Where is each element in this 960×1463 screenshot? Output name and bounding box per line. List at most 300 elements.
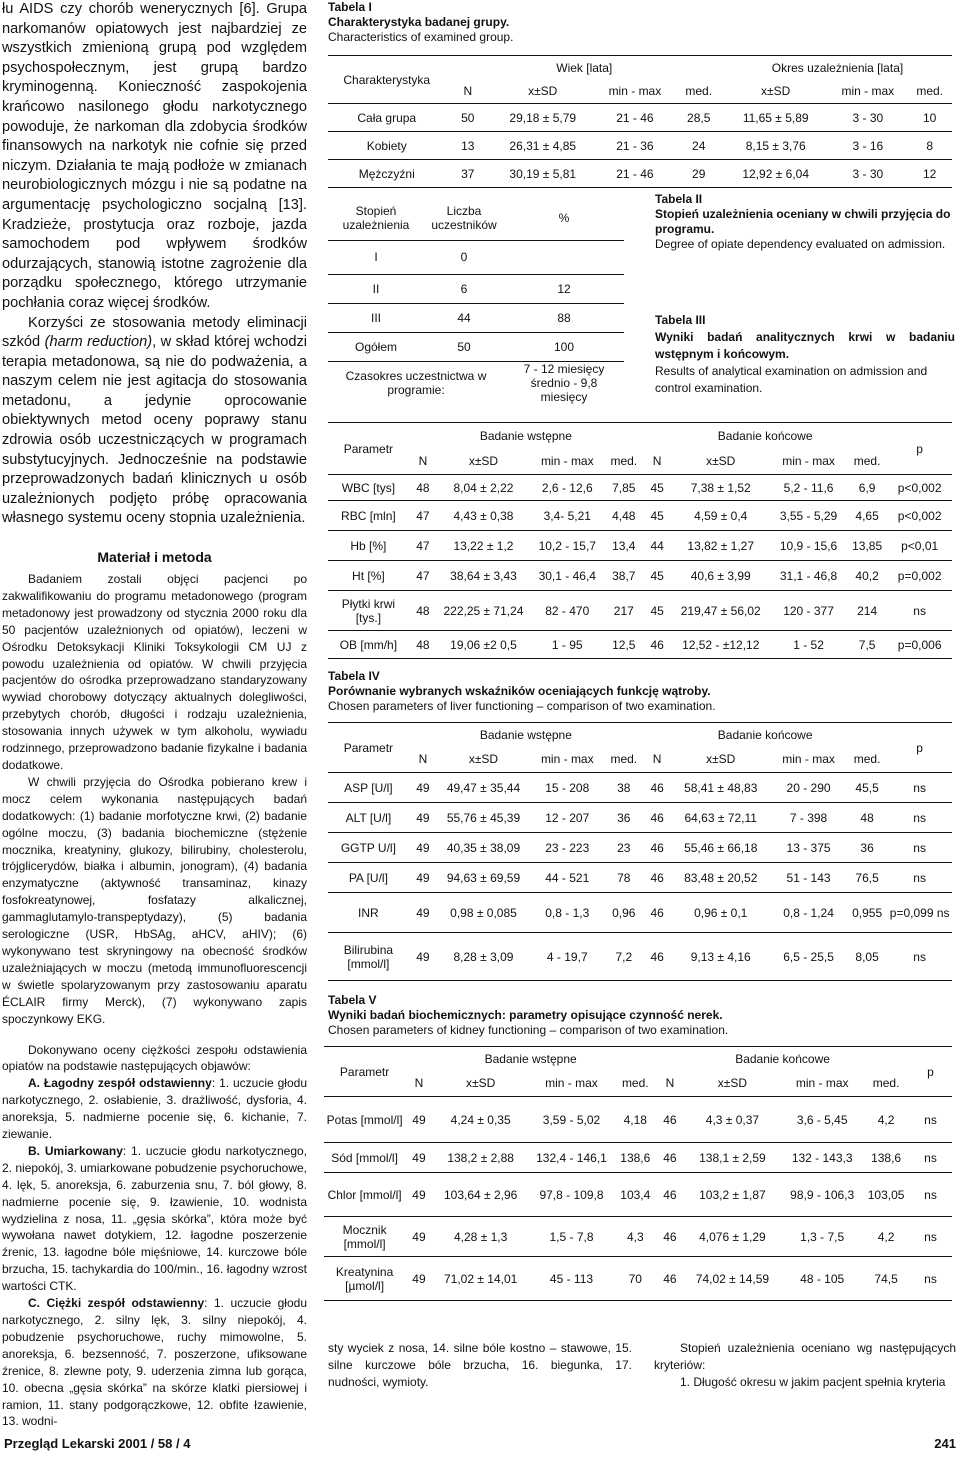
para2-italic: (harm reduction) <box>44 334 153 351</box>
table3-sub: med. <box>610 454 638 469</box>
table-row <box>328 561 952 591</box>
table-cell: 51 - 143 <box>786 870 831 885</box>
table-cell: 2,6 - 12,6 <box>541 480 593 495</box>
table4-h-param: Parametr <box>328 723 409 773</box>
table3-label: Tabela III <box>655 313 706 327</box>
table-cell: 46 <box>663 1112 677 1127</box>
table-cell: Hb [%] <box>350 538 387 553</box>
table-cell: 24 <box>692 138 706 153</box>
table-row <box>328 361 624 404</box>
table-cell: 4,2 <box>877 1112 895 1127</box>
table-cell: ns <box>924 1187 937 1202</box>
table-cell: 71,02 ± 14,01 <box>443 1271 518 1286</box>
table-cell: 40,35 ± 38,09 <box>446 840 521 855</box>
table-cell: 74,5 <box>874 1271 898 1286</box>
table3-sub: N <box>652 454 662 469</box>
table1-h-age: Wiek [lata] <box>446 56 724 80</box>
table-cell: 9,13 ± 4,16 <box>690 949 751 964</box>
table-cell: 13,4 <box>612 538 636 553</box>
table-cell: 49 <box>416 870 430 885</box>
table-cell: 7,5 <box>858 637 876 652</box>
table-cell: p=0,002 <box>897 568 942 583</box>
left-column <box>2 0 307 1430</box>
table-cell: p<0,01 <box>901 538 939 553</box>
table-cell: 4,59 ± 0,4 <box>694 508 748 523</box>
table-cell: I <box>374 250 378 264</box>
table-row <box>328 863 952 893</box>
table4-h-pre: Badanie wstępne <box>409 723 643 747</box>
table-cell: PA [U/l] <box>348 870 388 885</box>
table-cell: 0,96 <box>612 905 636 920</box>
table5-sub: N <box>665 1076 675 1091</box>
table-cell: 47 <box>416 508 430 523</box>
table1 <box>328 55 952 188</box>
table-row <box>328 104 952 132</box>
table-cell: 4,48 <box>612 508 636 523</box>
table5-sub: x±SD <box>717 1076 748 1091</box>
table5-caption <box>328 993 956 1038</box>
table-row <box>324 1217 952 1257</box>
table-cell: 13,85 <box>852 538 883 553</box>
table4-h-p: p <box>887 723 952 773</box>
table2-title-pl: Stopień uzależnienia oceniany w chwili przyjęcia do programu. <box>655 207 951 236</box>
para2-pre: Korzyści ze stosowania metody eliminacji szkód <box>2 314 307 351</box>
table-cell: 44 - 521 <box>545 870 590 885</box>
table-cell: 13,82 ± 1,27 <box>687 538 755 553</box>
table-cell: 10,9 - 15,6 <box>779 538 838 553</box>
table3-h-post: Badanie końcowe <box>643 423 887 449</box>
withdrawal-severe-label: C. Ciężki zespół odstawienny <box>28 1296 205 1311</box>
table-cell: 50 <box>461 110 475 125</box>
table3-sub: x±SD <box>468 454 499 469</box>
table-cell: 4,65 <box>855 508 879 523</box>
table-cell: 0,96 ± 0,1 <box>694 905 748 920</box>
table-cell: 21 - 46 <box>616 166 654 181</box>
table-row <box>328 332 624 361</box>
table3-title-pl: Wyniki badań analitycznych krwi w badaniu wstępnym i końcowym. <box>655 330 955 361</box>
table-cell: Cała grupa <box>357 110 417 125</box>
table-cell: 49 <box>412 1229 426 1244</box>
methods-paragraph-3: Dokonywano oceny ciężkości zespołu odstawienia opiatów na podstawie następujących objawów: <box>2 1042 307 1074</box>
table-cell: 88 <box>557 310 571 325</box>
table-cell: 45 <box>650 508 664 523</box>
withdrawal-moderate-label: B. Umiarkowany <box>28 1143 123 1158</box>
table4-title-en: Chosen parameters of liver functioning – comparison of two examination. <box>328 699 716 713</box>
withdrawal-mild-label: A. Łagodny zespół odstawienny <box>28 1076 212 1091</box>
table-cell: 0 <box>460 250 468 264</box>
table-cell: 38,64 ± 3,43 <box>450 568 517 583</box>
table-cell: ns <box>913 870 926 885</box>
table1-sub: x±SD <box>528 84 558 99</box>
table-cell: 8,04 ± 2,22 <box>453 480 514 495</box>
table-cell: 48 <box>416 480 430 495</box>
table-row <box>328 303 624 332</box>
table3 <box>328 422 952 659</box>
table5-sub: min - max <box>795 1076 849 1091</box>
table-cell: 0,98 ± 0,085 <box>450 905 517 920</box>
table-cell: 138,1 ± 2,59 <box>699 1150 766 1165</box>
table1-sub: min - max <box>608 84 662 99</box>
table-cell: 138,6 <box>871 1150 902 1165</box>
table-cell: Ogółem <box>354 339 398 354</box>
table-cell: 4,076 ± 1,29 <box>699 1229 766 1244</box>
table-row <box>328 933 952 981</box>
table-cell: 40,6 ± 3,99 <box>690 568 751 583</box>
table-cell: 55,46 ± 66,18 <box>684 840 758 855</box>
page-number: 241 <box>934 1436 956 1451</box>
table3-title-en: Results of analytical examination on admission and control examination. <box>655 364 928 395</box>
table-cell: 214 <box>857 603 878 618</box>
table-cell: 100 <box>553 339 575 354</box>
table1-caption <box>328 0 956 45</box>
table-cell: 6,9 <box>858 480 876 495</box>
table-cell: 1 - 95 <box>551 637 583 652</box>
table-cell: 3,59 - 5,02 <box>542 1112 601 1127</box>
table-row <box>328 160 952 188</box>
table-cell: 46 <box>650 949 664 964</box>
table1-h-dur: Okres uzależnienia [lata] <box>723 56 952 80</box>
table5-h-post: Badanie końcowe <box>656 1047 909 1071</box>
table-cell: 37 <box>461 166 475 181</box>
table-cell: 97,8 - 109,8 <box>539 1187 604 1202</box>
table-cell: 49 <box>416 780 430 795</box>
table-cell: ns <box>924 1112 937 1127</box>
table-cell: 10,2 - 15,7 <box>538 538 596 553</box>
table2-duration-range: 7 - 12 miesięcy <box>523 361 605 376</box>
table-cell: ALT [U/l] <box>345 810 392 825</box>
table-cell: 7,85 <box>612 480 636 495</box>
table-cell: 38,7 <box>612 568 636 583</box>
table-cell: 78 <box>617 870 631 885</box>
table-cell: 7,38 ± 1,52 <box>690 480 751 495</box>
table-cell: 12,52 - ±12,12 <box>682 637 760 652</box>
table1-sub: x±SD <box>761 84 791 99</box>
table-cell: 132,4 - 146,1 <box>536 1150 607 1165</box>
table-cell: 21 - 36 <box>616 138 654 153</box>
table-row <box>328 531 952 561</box>
table-cell: ns <box>913 810 926 825</box>
table-cell: 7,2 <box>615 949 633 964</box>
table-cell: 49 <box>416 905 430 920</box>
table-cell: 0,8 - 1,24 <box>783 905 834 920</box>
table-cell: 138,2 ± 2,88 <box>447 1150 514 1165</box>
table-cell: 12,5 <box>612 637 636 652</box>
table5-label: Tabela V <box>328 993 377 1007</box>
harm-reduction-paragraph <box>2 314 307 530</box>
table-cell: 46 <box>650 870 664 885</box>
table-row <box>324 1143 952 1173</box>
table-cell: 10 <box>923 110 937 125</box>
table-cell: 103,05 <box>867 1187 905 1202</box>
table3-sub: med. <box>853 454 881 469</box>
table-cell: Chlor [mmol/l] <box>327 1187 402 1202</box>
table-cell: 13 <box>461 138 475 153</box>
table4-caption <box>328 669 956 714</box>
table-cell: 64,63 ± 72,11 <box>684 810 757 825</box>
table-cell: 45,5 <box>855 780 879 795</box>
table-cell: ns <box>913 603 926 618</box>
withdrawal-mild-text: : 1. uczucie głodu narkotycznego, 2. osłabienie, 3. drażliwość, dysforia, 4. anoreksja, 5. nadmierne pocenie się, 6. kichanie, 7. ziewanie. <box>2 1076 307 1142</box>
table5-h-pre: Badanie wstępne <box>405 1047 656 1071</box>
table-cell: 49 <box>416 949 430 964</box>
table-cell: Płytki krwi [tys.] <box>341 596 396 625</box>
table4-sub: med. <box>610 752 638 767</box>
table-cell: 3,4- 5,21 <box>543 508 591 523</box>
table-cell: 48 <box>860 810 874 825</box>
table-cell: 4,18 <box>623 1112 647 1127</box>
table-cell: 103,64 ± 2,96 <box>443 1187 518 1202</box>
table-row <box>324 1097 952 1143</box>
table-cell: 4,2 <box>877 1229 895 1244</box>
withdrawal-moderate <box>2 1143 307 1295</box>
table-cell: 44 <box>650 538 664 553</box>
table-cell: ns <box>924 1271 937 1286</box>
table-cell: 48 <box>416 637 430 652</box>
table-cell: 4,3 <box>626 1229 644 1244</box>
table-cell: 132 - 143,3 <box>791 1150 853 1165</box>
table-cell: 1 - 52 <box>793 637 824 652</box>
table4-sub: N <box>652 752 662 767</box>
table-cell: 15 - 208 <box>545 780 590 795</box>
table-cell <box>504 240 624 274</box>
table-cell: 46 <box>663 1187 677 1202</box>
table3-h-param: Parametr <box>328 423 409 475</box>
table-cell: 49,47 ± 35,44 <box>446 780 521 795</box>
table-cell: 44 <box>457 310 471 325</box>
table1-title-en: Characteristics of examined group. <box>328 30 514 44</box>
table-cell: 3,55 - 5,29 <box>779 508 838 523</box>
intro-paragraph: łu AIDS czy chorób wenerycznych [6]. Grupa narkomanów opiatowych jest najbardziej ze wszystkich zmienioną grupą pod względem psychospołecznym, jest grupą bardzo kryminogenną. Konieczność zaspokojenia krańcowo nasilonego głodu narkotycznego powoduje, że narkoman dla zdobycia środków finansowych na narkotyk nie cofnie się przed niczym. Działania te mają podłoże w zmianach neurobiologicznych mózgu i nie są podatne na argumentację psychologiczno socjalną [13]. Kradzieże, prostytucja oraz rozboje, jazda samochodem pod wpływem środków odurzających, stanowią istotne zagrożenie dla porządku społecznego, którego utrzymanie pochłania coraz więcej środków. <box>2 1 307 311</box>
para2-post: , w skład której wchodzi terapia metadonowa, są nie do podważenia, a naszym celem nie jest agitacja do stosowania metadonu, a jedynie oprocowanie obiektywnych metod oceny poprawy stanu zdrowia osób uczestniczących w programach substytucyjnych. Jednocześnie na podstawie przeprowadzonych badań klinicznych u osób uzależnionych podjęto próbę opracowania własnego systemu oceny stopnia uzależnienia. <box>2 334 307 527</box>
table-row <box>328 591 952 631</box>
withdrawal-mild <box>2 1075 307 1143</box>
table-cell: II <box>372 281 380 296</box>
table-cell: 20 - 290 <box>786 780 831 795</box>
table5-h-p: p <box>909 1047 952 1097</box>
table-cell: INR <box>358 905 379 920</box>
bottom-left-text <box>328 1340 632 1391</box>
table-cell: 0,955 <box>852 905 883 920</box>
table-cell: 31,1 - 46,8 <box>779 568 838 583</box>
criteria-intro: Stopień uzależnienia oceniano wg następujących kryteriów: <box>654 1341 956 1372</box>
table-cell: 11,65 ± 5,89 <box>742 110 809 125</box>
table-cell: 8 <box>926 138 934 153</box>
table-cell: 12,92 ± 6,04 <box>742 166 809 181</box>
table-cell: 4,3 ± 0,37 <box>705 1112 760 1127</box>
table4-sub: N <box>418 752 428 767</box>
table-cell: 48 - 105 <box>800 1271 845 1286</box>
table5-h-param: Parametr <box>324 1047 405 1097</box>
table-cell: 46 <box>663 1271 677 1286</box>
table2-block <box>328 192 956 418</box>
table-cell: 19,06 ±2 0,5 <box>450 637 517 652</box>
table-cell: OB [mm/h] <box>339 637 398 652</box>
table-row <box>328 274 624 303</box>
table2 <box>328 196 624 404</box>
table-cell: 4,24 ± 0,35 <box>450 1112 511 1127</box>
table-cell: 103,4 <box>620 1187 651 1202</box>
table4-sub: x±SD <box>468 752 499 767</box>
withdrawal-severe <box>2 1295 307 1430</box>
table-cell: 46 <box>663 1229 677 1244</box>
bottom-right-text <box>654 1340 956 1391</box>
bottom-left-paragraph: sty wyciek z nosa, 14. silne bóle kostno – stawowe, 15. silne kurczowe bóle brzucha, 16. biegunka, 17. nudności, wymioty. <box>328 1341 632 1389</box>
table-cell: 23 - 223 <box>545 840 590 855</box>
table-cell: 29,18 ± 5,79 <box>509 110 577 125</box>
table4-sub: med. <box>853 752 881 767</box>
table-cell: ns <box>913 840 926 855</box>
table-cell: 30,1 - 46,4 <box>538 568 596 583</box>
table-cell: ns <box>913 780 926 795</box>
table-cell: 28,5 <box>687 110 711 125</box>
table-cell: 46 <box>650 637 664 652</box>
table-cell: 8,15 ± 3,76 <box>745 138 806 153</box>
table-row <box>328 475 952 501</box>
methods-paragraph-1: Badaniem zostali objęci pacjenci po zakwalifikowaniu do programu metadonowego (program metadonowy jest prowadzony od stycznia 2000 roku dla 50 pacjentów uzależnionych od opiatów), leczeni w Ośrodku Detoksykacji Kliniki Toksykologii CM UJ z powodu uzależnienia od opiatów. W chwili przyjęcia pacjentów do ośrodka przeprowadzano standaryzowany wywiad chorobowy dotyczący aktualnych dolegliwości, przebytych chorób, długości i rodzaju uzależnienia, stosowania innych używek w tym alkoholu, wywiadu rodzinnego, przeprowadzono badanie fizykalne i badania dodatkowe. <box>2 572 307 772</box>
table5-title-en: Chosen parameters of kidney functioning – comparison of two examination. <box>328 1023 729 1037</box>
table-cell: WBC [tys] <box>341 480 396 495</box>
table-cell: Sód [mmol/l] <box>331 1150 398 1165</box>
table2-duration-label: Czasokres uczestnictwa w programie: <box>345 368 487 397</box>
table-cell: 3 - 16 <box>852 138 884 153</box>
table-cell: Kreatynina [µmol/l] <box>335 1264 394 1293</box>
table4-h-post: Badanie końcowe <box>643 723 887 747</box>
table-cell: 36 <box>860 840 874 855</box>
table-cell: 46 <box>650 810 664 825</box>
table-cell: p<0,002 <box>897 480 942 495</box>
table-cell: 5,2 - 11,6 <box>783 480 834 495</box>
table-cell: 1,3 - 7,5 <box>800 1229 845 1244</box>
table-cell: 47 <box>416 538 430 553</box>
table-cell: 4,28 ± 1,3 <box>454 1229 508 1244</box>
table-cell: 138,6 <box>620 1150 651 1165</box>
table-cell: 12 - 207 <box>545 810 590 825</box>
table-cell: 3 - 30 <box>852 110 884 125</box>
table4-label: Tabela IV <box>328 669 380 683</box>
table-cell: 6,5 - 25,5 <box>783 949 834 964</box>
table1-title-pl: Charakterystyka badanej grupy. <box>328 15 510 29</box>
table-cell: RBC [mln] <box>341 508 396 523</box>
table2-label: Tabela II <box>655 192 703 206</box>
table4-sub: min - max <box>782 752 835 767</box>
table-cell: 82 - 470 <box>545 603 590 618</box>
table-row <box>328 132 952 160</box>
table1-sub: med. <box>685 84 713 99</box>
withdrawal-severe-text: : 1. uczucie głodu narkotycznego, 2. silny lęk, 3. silny niepokój, 4. pobudzenie psychoruchowe, ruchy mimowolne, 5. anoreksja, 6. bezsenność, 7. poszerzone, ufiksowane źrenice, 8. zlewne poty, 9. uderzenia zimna lub gorąca, 10. obecna „gęsia skórka” na skórze klatki piersiowej i ramion, 11. stany podgorączkowe, 12. obfite łzawienie, 13. wodni- <box>2 1296 307 1429</box>
table-cell: 70 <box>628 1271 642 1286</box>
table-cell: 219,47 ± 56,02 <box>680 603 761 618</box>
table-cell: ns <box>924 1229 937 1244</box>
right-column <box>326 0 956 1389</box>
table1-sub: min - max <box>841 84 895 99</box>
table-cell: 46 <box>650 840 664 855</box>
table-cell: 8,28 ± 3,09 <box>453 949 514 964</box>
table1-sub: N <box>463 84 473 99</box>
table-cell: 222,25 ± 71,24 <box>443 603 524 618</box>
table4-title-pl: Porównanie wybranych wskaźników oceniających funkcję wątroby. <box>328 684 711 698</box>
table3-sub: N <box>418 454 428 469</box>
table-cell: 23 <box>617 840 631 855</box>
table-cell: 0,8 - 1,3 <box>545 905 590 920</box>
table2-h-degree: Stopień uzależnienia <box>342 203 410 232</box>
table-cell: 98,9 - 106,3 <box>790 1187 855 1202</box>
table-cell: 13 - 375 <box>786 840 831 855</box>
table-cell: 7 - 398 <box>789 810 828 825</box>
table-cell: 48 <box>416 603 430 618</box>
table2-h-count: Liczba uczestników <box>431 203 497 232</box>
table-cell: p<0,002 <box>897 508 942 523</box>
table5-sub: min - max <box>545 1076 598 1091</box>
table-row <box>328 893 952 933</box>
table-cell: 40,2 <box>855 568 879 583</box>
table-cell: 3,6 - 5,45 <box>796 1112 848 1127</box>
table2-title-en: Degree of opiate dependency evaluated on admission. <box>655 237 946 251</box>
table-cell: Kobiety <box>366 138 407 153</box>
table-cell: 45 <box>650 480 664 495</box>
table-cell: 45 <box>650 568 664 583</box>
table5-sub: N <box>414 1076 424 1091</box>
table-cell: 49 <box>412 1187 426 1202</box>
table-row <box>324 1257 952 1301</box>
table1-label: Tabela I <box>328 0 372 14</box>
table5 <box>324 1046 952 1301</box>
methods-paragraph-2: W chwili przyjęcia do Ośrodka pobierano krew i mocz celem wykonania następujących badań dodatkowych: (1) badanie morfotyczne krwi, (2) badanie ogólne moczu, (3) badania biochemiczne (stężenie mocznika, kreatyniny, glukozy, bilirubiny, cholesterolu, trójglicerydów, białka i albumin, jonogram), (4) badania enzymatyczne (aktywność transaminaz, kinazy fosfokreatynowej, fosfatazy alkalicznej, gammaglutamylo-transpeptydazy), (5) badania serologiczne (USR, HbSAg, aHCV, aHIV); (6) wykonywano test skryningowy na obecność środków uzależniających w moczu (metodą immunofluorescencji w świetle spolaryzowanym przy zastosowaniu aparatu ÉCLAIR firmy Merck), (7) wykonywano zapis spoczynkowy EKG. <box>2 774 307 1026</box>
table-cell: 13,22 ± 1,2 <box>453 538 514 553</box>
table-cell: 55,76 ± 45,39 <box>446 810 521 825</box>
table-row <box>328 501 952 531</box>
table2-duration-values <box>504 361 624 404</box>
table-row <box>328 773 952 803</box>
table-cell: 45 - 113 <box>549 1271 594 1286</box>
withdrawal-moderate-text: : 1. uczucie głodu narkotycznego, 2. niepokój, 3. umiarkowane pobudzenie psychoruchowe, 4. lęk, 5. anoreksja, 6. zaburzenia snu, 7. ból głowy, 8. nadmierne pocenie się, 9. łzawienie, 10. wodnista wydzielina z nosa, 11. „gęsia skórka”, która może być wywołana nawet dotykiem, 12. łagodne poszerzenie źrenic, 13. łagodne bóle mięśniowe, 14. kurczowe bóle brzucha, 15. tachykardia do 100/min., 16. łagodny wzrost wartości CTK. <box>2 1143 307 1294</box>
table-cell: 12 <box>923 166 937 181</box>
table-cell: ns <box>924 1150 937 1165</box>
table-cell: 4,43 ± 0,38 <box>453 508 514 523</box>
table4 <box>328 722 952 981</box>
methods-heading: Materiał i metoda <box>97 549 212 566</box>
table-cell: GGTP U/l] <box>340 840 396 855</box>
table-cell: Mocznik [mmol/l] <box>342 1222 387 1251</box>
table-cell: 74,02 ± 14,59 <box>695 1271 770 1286</box>
table-cell: Ht [%] <box>352 568 385 583</box>
table-cell: p=0,006 <box>897 637 942 652</box>
table-cell: 58,41 ± 48,83 <box>684 780 758 795</box>
table-row <box>328 240 624 274</box>
table-cell: 49 <box>416 840 430 855</box>
table-cell: 26,31 ± 4,85 <box>509 138 577 153</box>
table-cell: 4 - 19,7 <box>546 949 588 964</box>
table-cell: III <box>370 310 381 325</box>
table3-sub: min - max <box>540 454 594 469</box>
table-cell: 12 <box>557 281 571 296</box>
table-cell: 120 - 377 <box>783 603 834 618</box>
table-cell: 21 - 46 <box>616 110 654 125</box>
table-cell: ASP [U/l] <box>344 780 393 795</box>
table3-sub: x±SD <box>706 454 736 469</box>
table1-sub: med. <box>916 84 944 99</box>
table2-caption <box>655 192 955 252</box>
table-cell: 217 <box>613 603 634 618</box>
table-cell: 94,63 ± 69,59 <box>446 870 521 885</box>
table2-duration-mean: średnio - 9,8 miesięcy <box>530 375 598 404</box>
table-cell: p=0,099 ns <box>889 905 950 920</box>
table-cell: Bilirubina [mmol/l] <box>343 942 394 971</box>
table-cell: 47 <box>416 568 430 583</box>
table4-sub: x±SD <box>706 752 736 767</box>
table-cell: 8,05 <box>855 949 879 964</box>
table-cell: 6 <box>460 281 468 296</box>
table-cell: 1,5 - 7,8 <box>549 1229 594 1244</box>
